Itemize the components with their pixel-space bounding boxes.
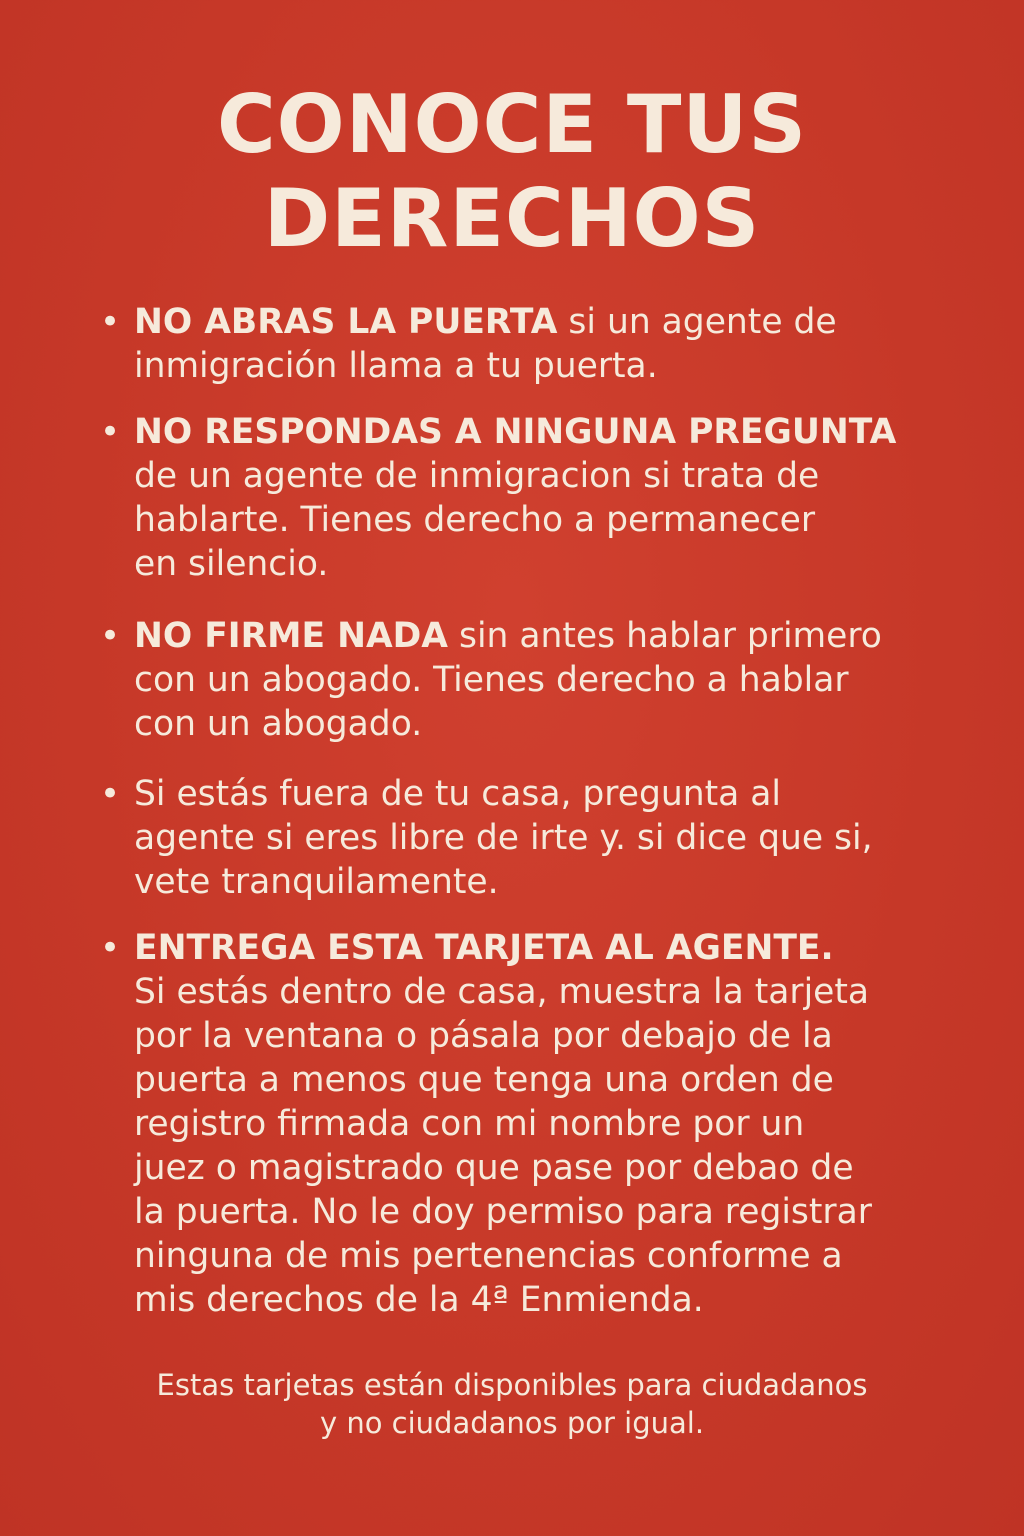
list-item: [100, 926, 872, 1322]
card-title: [0, 78, 1024, 266]
bullet-line: con un abogado.: [134, 704, 423, 744]
bullet-bold-text: ENTREGA ESTA TARJETA AL AGENTE.: [134, 928, 834, 968]
bullet-line: en silencio.: [134, 544, 329, 584]
bullet-line: puerta a menos que tenga una orden de: [134, 1060, 834, 1100]
bullet-line: registro firmada con mi nombre por un: [134, 1104, 805, 1144]
bullet-first-line: [134, 926, 872, 970]
bullet-first-line: [134, 410, 896, 454]
bullet-bold-text: NO RESPONDAS A NINGUNA PREGUNTA: [134, 412, 897, 452]
footer-line-1: Estas tarjetas están disponibles para ciudadanos: [156, 1368, 868, 1402]
bullet-line: Si estás dentro de casa, muestra la tarjeta: [134, 972, 870, 1012]
list-item: [100, 772, 873, 904]
list-item: [100, 614, 882, 746]
bullet-text: sin antes hablar primero: [448, 616, 882, 656]
footer-line-2: y no ciudadanos por igual.: [319, 1406, 705, 1440]
bullet-first-line: [134, 614, 882, 658]
bullet-dot: •: [100, 302, 121, 342]
bullet-text: si un agente de: [557, 302, 837, 342]
bullet-bold-text: NO ABRAS LA PUERTA: [134, 302, 558, 342]
bullet-line: ninguna de mis pertenencias conforme a: [134, 1236, 843, 1276]
bullet-line: inmigración llama a tu puerta.: [134, 346, 658, 386]
bullet-line: mis derechos de la 4ª Enmienda.: [134, 1280, 704, 1320]
availability-note: [0, 1366, 1024, 1442]
bullet-bold-text: NO FIRME NADA: [134, 616, 449, 656]
title-line-2: DERECHOS: [263, 172, 761, 265]
bullet-line: agente si eres libre de irte y. si dice que si,: [134, 818, 873, 858]
bullet-dot: •: [100, 616, 121, 656]
bullet-line: la puerta. No le doy permiso para registrar: [134, 1192, 872, 1232]
bullet-line: de un agente de inmigracion si trata de: [134, 456, 820, 496]
bullet-dot: •: [100, 928, 121, 968]
bullet-line: con un abogado. Tienes derecho a hablar: [134, 660, 849, 700]
bullet-line: vete tranquilamente.: [134, 862, 499, 902]
bullet-dot: •: [100, 412, 121, 452]
list-item: [100, 300, 837, 388]
bullet-first-line: Si estás fuera de tu casa, pregunta al: [134, 774, 781, 814]
bullet-line: juez o magistrado que pase por debao de: [134, 1148, 854, 1188]
list-item: [100, 410, 896, 586]
bullet-line: por la ventana o pásala por debajo de la: [134, 1016, 833, 1056]
bullet-dot: •: [100, 774, 121, 814]
bullet-first-line: [134, 300, 837, 344]
bullet-line: hablarte. Tienes derecho a permanecer: [134, 500, 816, 540]
title-line-1: CONOCE TUS: [216, 78, 808, 171]
